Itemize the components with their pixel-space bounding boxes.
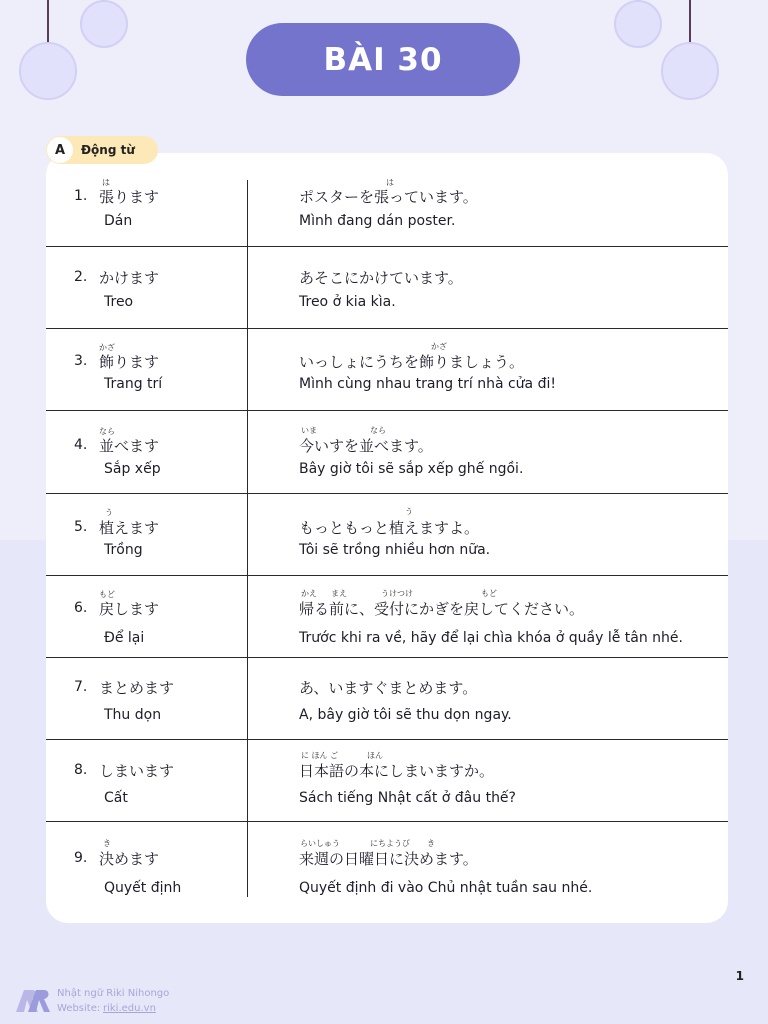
lamp-left-small-icon xyxy=(78,0,130,50)
row-divider xyxy=(46,246,728,247)
word-japanese: 決めます xyxy=(99,850,160,868)
example-meaning: Quyết định đi vào Chủ nhật tuần sau nhé. xyxy=(299,880,593,896)
lesson-title: BÀI 30 xyxy=(323,41,443,78)
row-number: 4. xyxy=(74,437,88,453)
lamp-right-small-icon xyxy=(612,0,664,50)
footer-website-link[interactable]: riki.edu.vn xyxy=(103,1003,156,1014)
row-number: 6. xyxy=(74,600,88,616)
word-japanese: しまいます xyxy=(99,762,175,780)
example-furigana: なら xyxy=(370,426,386,435)
row-number: 2. xyxy=(74,269,88,285)
footer-website-label: Website: xyxy=(57,1003,101,1014)
example-japanese: もっともっと植えますよ。 xyxy=(299,519,480,537)
example-meaning: A, bây giờ tôi sẽ thu dọn ngay. xyxy=(299,707,512,723)
riki-logo-icon xyxy=(14,984,50,1014)
example-furigana: かざ xyxy=(431,342,447,351)
row-number: 9. xyxy=(74,850,88,866)
row-number: 3. xyxy=(74,353,88,369)
word-japanese: まとめます xyxy=(99,679,175,697)
example-japanese: 来週の日曜日に決めます。 xyxy=(299,850,478,868)
example-japanese: 帰る前に、受付にかぎを戻してください。 xyxy=(299,600,585,618)
footer-brand: Nhật ngữ Riki Nihongo xyxy=(57,988,170,999)
row-divider xyxy=(46,821,728,822)
row-number: 7. xyxy=(74,679,88,695)
word-meaning: Thu dọn xyxy=(104,707,162,723)
lamp-left-large-icon xyxy=(18,0,78,100)
example-meaning: Mình cùng nhau trang trí nhà cửa đi! xyxy=(299,376,556,392)
example-japanese: いっしょにうちを飾りましょう。 xyxy=(299,353,525,371)
example-meaning: Treo ở kia kìa. xyxy=(299,294,396,310)
word-meaning: Treo xyxy=(104,294,134,310)
example-furigana: かえ xyxy=(301,589,317,598)
word-japanese: かけます xyxy=(99,269,160,287)
section-tag xyxy=(46,136,158,164)
word-furigana: う xyxy=(105,508,113,517)
example-meaning: Mình đang dán poster. xyxy=(299,213,456,229)
word-japanese: 張ります xyxy=(99,188,160,206)
example-japanese: 今いすを並べます。 xyxy=(299,437,433,455)
word-furigana: かざ xyxy=(99,343,115,352)
word-furigana: もど xyxy=(99,590,115,599)
word-meaning: Để lại xyxy=(104,630,145,646)
word-japanese: 戻します xyxy=(99,600,160,618)
example-japanese: あそこにかけています。 xyxy=(299,269,463,287)
page-number: 1 xyxy=(735,969,744,983)
example-japanese: ポスターを張っています。 xyxy=(299,188,478,206)
row-divider xyxy=(46,739,728,740)
word-meaning: Sắp xếp xyxy=(104,461,161,477)
example-meaning: Sách tiếng Nhật cất ở đâu thế? xyxy=(299,790,516,806)
example-furigana: う xyxy=(405,507,413,516)
example-meaning: Tôi sẽ trồng nhiều hơn nữa. xyxy=(299,542,491,558)
word-meaning: Quyết định xyxy=(104,880,182,896)
row-number: 5. xyxy=(74,519,88,535)
example-furigana: は xyxy=(386,178,394,187)
word-japanese: 植えます xyxy=(99,519,160,537)
column-divider xyxy=(247,180,248,897)
row-divider xyxy=(46,410,728,411)
word-furigana: き xyxy=(103,839,111,848)
lesson-title-pill xyxy=(246,23,520,96)
section-letter: A xyxy=(47,137,73,163)
word-meaning: Cất xyxy=(104,790,128,806)
word-meaning: Trồng xyxy=(104,542,143,558)
example-japanese: あ、いますぐまとめます。 xyxy=(299,679,478,697)
section-label: Động từ xyxy=(81,143,135,157)
example-furigana: ほん xyxy=(367,751,383,760)
example-furigana: もど xyxy=(481,589,497,598)
example-furigana: まえ xyxy=(331,589,347,598)
word-meaning: Dán xyxy=(104,213,133,229)
example-furigana: うけつけ xyxy=(381,589,413,598)
example-meaning: Trước khi ra về, hãy để lại chìa khóa ở quầy lễ tân nhé. xyxy=(299,630,683,646)
example-japanese: 日本語の本にしまいますか。 xyxy=(299,762,495,780)
word-furigana: なら xyxy=(99,427,115,436)
example-furigana: き xyxy=(427,839,435,848)
row-divider xyxy=(46,493,728,494)
row-divider xyxy=(46,657,728,658)
example-furigana: いま xyxy=(301,426,317,435)
word-furigana: は xyxy=(102,178,110,187)
example-furigana: らいしゅう xyxy=(300,839,340,848)
word-meaning: Trang trí xyxy=(104,376,163,392)
example-furigana: に ほん ご xyxy=(301,751,339,760)
row-number: 1. xyxy=(74,188,88,204)
row-divider xyxy=(46,575,728,576)
example-meaning: Bây giờ tôi sẽ sắp xếp ghế ngồi. xyxy=(299,461,524,477)
row-number: 8. xyxy=(74,762,88,778)
word-japanese: 並べます xyxy=(99,437,160,455)
lamp-right-large-icon xyxy=(660,0,720,100)
word-japanese: 飾ります xyxy=(99,353,160,371)
row-divider xyxy=(46,328,728,329)
example-furigana: にちようび xyxy=(370,839,410,848)
